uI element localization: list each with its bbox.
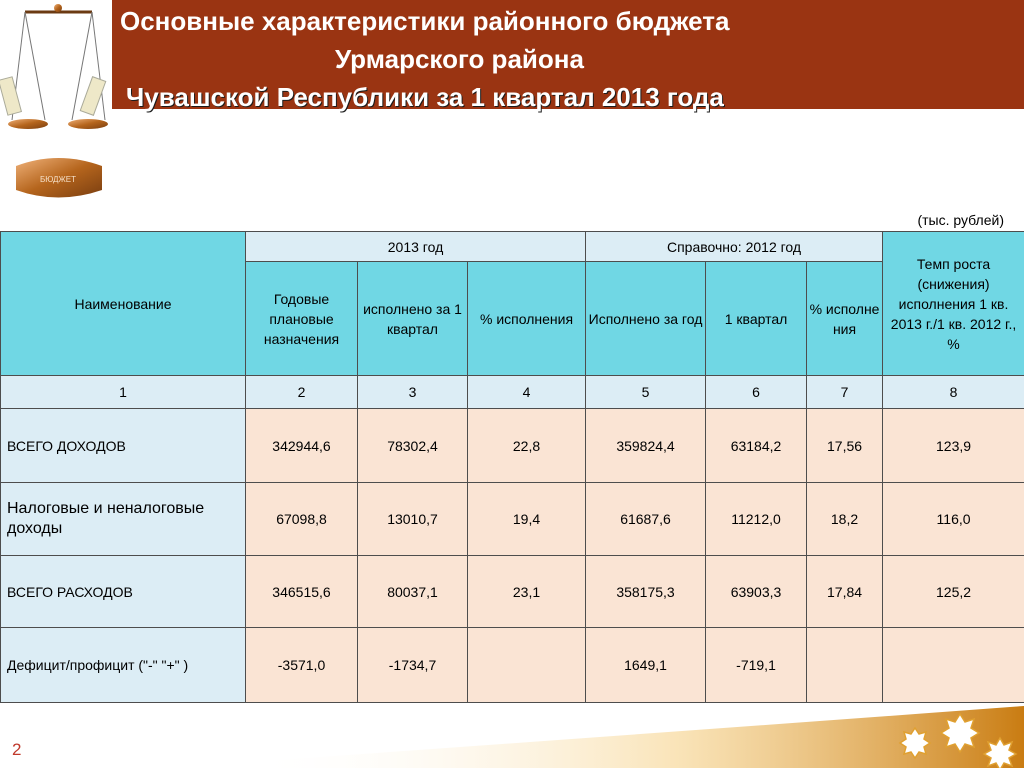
column-number: 8 [883, 376, 1024, 409]
logo-text: БЮДЖЕТ [39, 175, 77, 184]
table-cell: 80037,1 [358, 556, 468, 628]
title-line-1: Основные характеристики районного бюджета [120, 6, 730, 36]
column-number: 1 [1, 376, 246, 409]
table-cell: 346515,6 [246, 556, 358, 628]
row-label: ВСЕГО РАСХОДОВ [1, 556, 246, 628]
table-cell: 125,2 [883, 556, 1024, 628]
header-group-2013: 2013 год [246, 232, 586, 262]
page-number: 2 [12, 740, 22, 759]
table-cell: 116,0 [883, 483, 1024, 556]
slide-title [112, 2, 1024, 116]
column-number: 3 [358, 376, 468, 409]
title-line-3: Чувашской Республики за 1 квартал 2013 года [126, 82, 724, 112]
table-cell: 22,8 [468, 409, 586, 483]
row-label: Налоговые и неналоговые доходы [1, 483, 246, 556]
table-cell: 63903,3 [706, 556, 807, 628]
row-label: Дефицит/профицит ("-" "+" ) [1, 628, 246, 703]
table-cell: 17,56 [807, 409, 883, 483]
table-cell: -719,1 [706, 628, 807, 703]
subheader-cell: Исполнено за год [586, 262, 706, 376]
table-cell: 67098,8 [246, 483, 358, 556]
table-cell: 359824,4 [586, 409, 706, 483]
subheader-cell: % исполне ния [807, 262, 883, 376]
table-cell [468, 628, 586, 703]
table-cell: 23,1 [468, 556, 586, 628]
table-row [1, 628, 1024, 703]
subheader-cell: 1 квартал [706, 262, 807, 376]
table-cell: 1649,1 [586, 628, 706, 703]
column-number: 7 [807, 376, 883, 409]
column-number: 2 [246, 376, 358, 409]
header-growth-cell: Темп роста (снижения) исполнения 1 кв. 2013 г./1 кв. 2012 г., % [883, 232, 1024, 376]
title-line-2: Урмарского района [335, 44, 584, 74]
header-group-2012: Справочно: 2012 год [586, 232, 883, 262]
units-label: (тыс. рублей) [917, 212, 1004, 228]
scales-logo-icon [0, 0, 112, 205]
table-row [1, 483, 1024, 556]
subheader-cell: исполнено за 1 квартал [358, 262, 468, 376]
table-cell: 17,84 [807, 556, 883, 628]
table-cell: 63184,2 [706, 409, 807, 483]
table-cell: -3571,0 [246, 628, 358, 703]
table-row [1, 556, 1024, 628]
table-cell: 18,2 [807, 483, 883, 556]
column-number: 4 [468, 376, 586, 409]
subheader-cell: % исполнения [468, 262, 586, 376]
table-cell [807, 628, 883, 703]
table-cell [883, 628, 1024, 703]
table-cell: 78302,4 [358, 409, 468, 483]
column-number: 6 [706, 376, 807, 409]
subheader-cell: Годовые плановые назначения [246, 262, 358, 376]
table-cell: 342944,6 [246, 409, 358, 483]
table-cell: 13010,7 [358, 483, 468, 556]
table-cell: 123,9 [883, 409, 1024, 483]
budget-table [0, 231, 1024, 703]
table-cell: 61687,6 [586, 483, 706, 556]
column-number: 5 [586, 376, 706, 409]
table-cell: 19,4 [468, 483, 586, 556]
table-cell: -1734,7 [358, 628, 468, 703]
decorative-swoosh [0, 700, 1024, 768]
table-cell: 11212,0 [706, 483, 807, 556]
table-row [1, 409, 1024, 483]
row-label: ВСЕГО ДОХОДОВ [1, 409, 246, 483]
table-cell: 358175,3 [586, 556, 706, 628]
header-name-cell: Наименование [1, 232, 246, 376]
